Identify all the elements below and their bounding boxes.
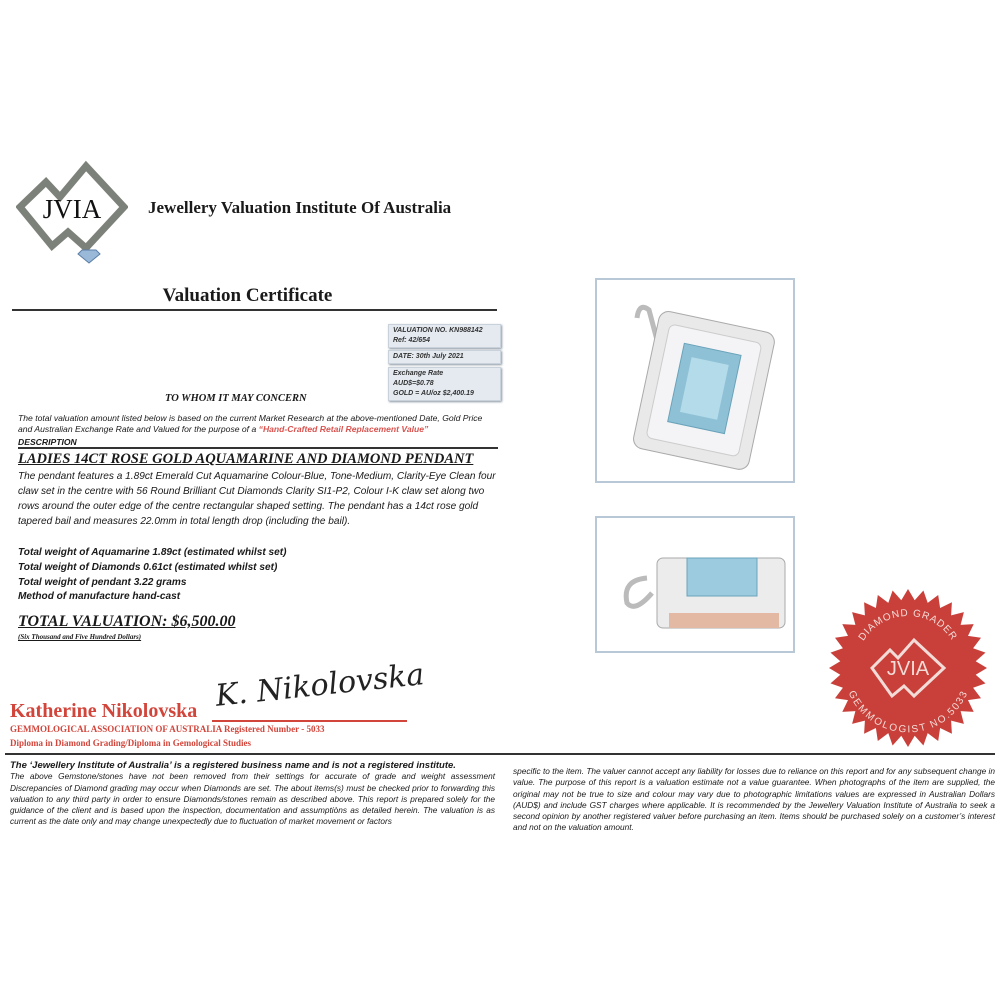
total-valuation-words: (Six Thousand and Five Hundred Dollars) [18, 633, 142, 641]
aquamarine-weight: Total weight of Aquamarine 1.89ct (estimated whilst set) [18, 547, 287, 558]
pendant-photo-front [595, 278, 795, 483]
seal-bottom-text: GEMMOLOGIST NO.5033 [845, 689, 971, 736]
total-valuation: TOTAL VALUATION: $6,500.00 [18, 613, 236, 630]
intro-paragraph: The total valuation amount listed below is based on the current Market Research at the above-mentioned Date, Gold Price and Australian Exchange Rate and Valued for the purpose of a “Hand-Crafted Retail Replacement Value” [18, 413, 483, 434]
description-divider [18, 447, 498, 449]
weights-list [18, 546, 286, 605]
footer-divider [5, 753, 995, 755]
valuation-number: VALUATION NO. KN988142 [393, 327, 483, 334]
diamond-weight: Total weight of Diamonds 0.61ct (estimated whilst set) [18, 561, 278, 573]
description-label: DESCRIPTION [18, 437, 77, 447]
seal-top-text: DIAMOND GRADER [856, 607, 960, 643]
footer-left-text: The above Gemstone/stones have not been removed from their settings for accurate of grade and weight assessment Discrepancies of Diamond grading may occur when Diamonds are set. The about items(s) must be checked prior to forwarding this valuation to any third party in order to ensure Diamonds/stones remain as described above. This report is prepared solely for the guidance of the client and is based upon the inspection, documentation and assumptiòns as detailed herein. The valuation is as current as the date only and may change unexpectedly due to fluctuation of market movement or factors [10, 771, 495, 827]
diamond-grader-seal [828, 588, 988, 748]
title-divider [12, 309, 497, 311]
salutation: TO WHOM IT MAY CONCERN [165, 393, 307, 404]
reference: Ref: 42/654 [393, 337, 430, 344]
valuation-date: DATE: 30th July 2021 [393, 353, 464, 360]
footer-heading: The ‘Jewellery Institute of Australia’ is a registered business name and is not a registered institute. [10, 760, 456, 771]
footer-left [10, 760, 495, 828]
valuer-name: Katherine Nikolovska [10, 700, 198, 722]
signature-line [212, 720, 407, 722]
signature: K. Nikolovska [213, 657, 426, 714]
valuer-diplomas: Diploma in Diamond Grading/Diploma in Gemological Studies [10, 738, 252, 748]
pendant-photo-side [595, 516, 795, 653]
valuer-registration: GEMMOLOGICAL ASSOCIATION OF AUSTRALIA Registered Number - 5033 [10, 724, 325, 734]
logo-text: JVIA [42, 194, 102, 224]
jvia-logo [16, 160, 128, 270]
item-description: The pendant features a 1.89ct Emerald Cut Aquamarine Colour-Blue, Tone-Medium, Clarity-Eye Clean four claw set in the centre with 56 Round Brilliant Cut Diamonds Clarity SI1-P2, Colour I-K claw set along two rows around the outer edge of the centre rectangular shaped setting. The pendant has a 14ct rose gold tapered bail and measures 22.0mm in total length drop (including the bail). [18, 471, 496, 527]
exchange-box [388, 367, 501, 401]
footer-right: specific to the item. The valuer cannot accept any liability for losses due to reliance on this report and for any subsequent change in value. The purpose of this report is a valuation estimate not a value guarantee. When photographs of the item are supplied, the original may not be true to size and colour may vary due to photographic limitations values are expressed in Australian Dollars (AUD$) and include GST charges where applicable. It is recommended by the Jewellery Valuation Institute of Australia to seek a second opinion by another registered valuer before purchasing an item. Items should be purchased solely on a customer’s interest and not on the valuation amount. [513, 766, 995, 833]
certificate-title: Valuation Certificate [162, 285, 333, 306]
item-heading: LADIES 14CT ROSE GOLD AQUAMARINE AND DIAMOND PENDANT [18, 451, 474, 467]
seal-center-text: JVIA [886, 658, 930, 680]
gold-price: GOLD = AU/oz $2,400.19 [393, 390, 474, 397]
date-box [388, 350, 501, 364]
valuation-number-box [388, 324, 501, 348]
exchange-rate: AUD$=$0.78 [393, 380, 434, 387]
exchange-label: Exchange Rate [393, 370, 444, 377]
organization-name: Jewellery Valuation Institute Of Australia [148, 198, 452, 217]
pendant-weight: Total weight of pendant 3.22 grams [18, 576, 187, 588]
manufacture-method: Method of manufacture hand-cast [18, 591, 181, 603]
valuation-purpose: “Hand-Crafted Retail Replacement Value” [258, 424, 429, 434]
